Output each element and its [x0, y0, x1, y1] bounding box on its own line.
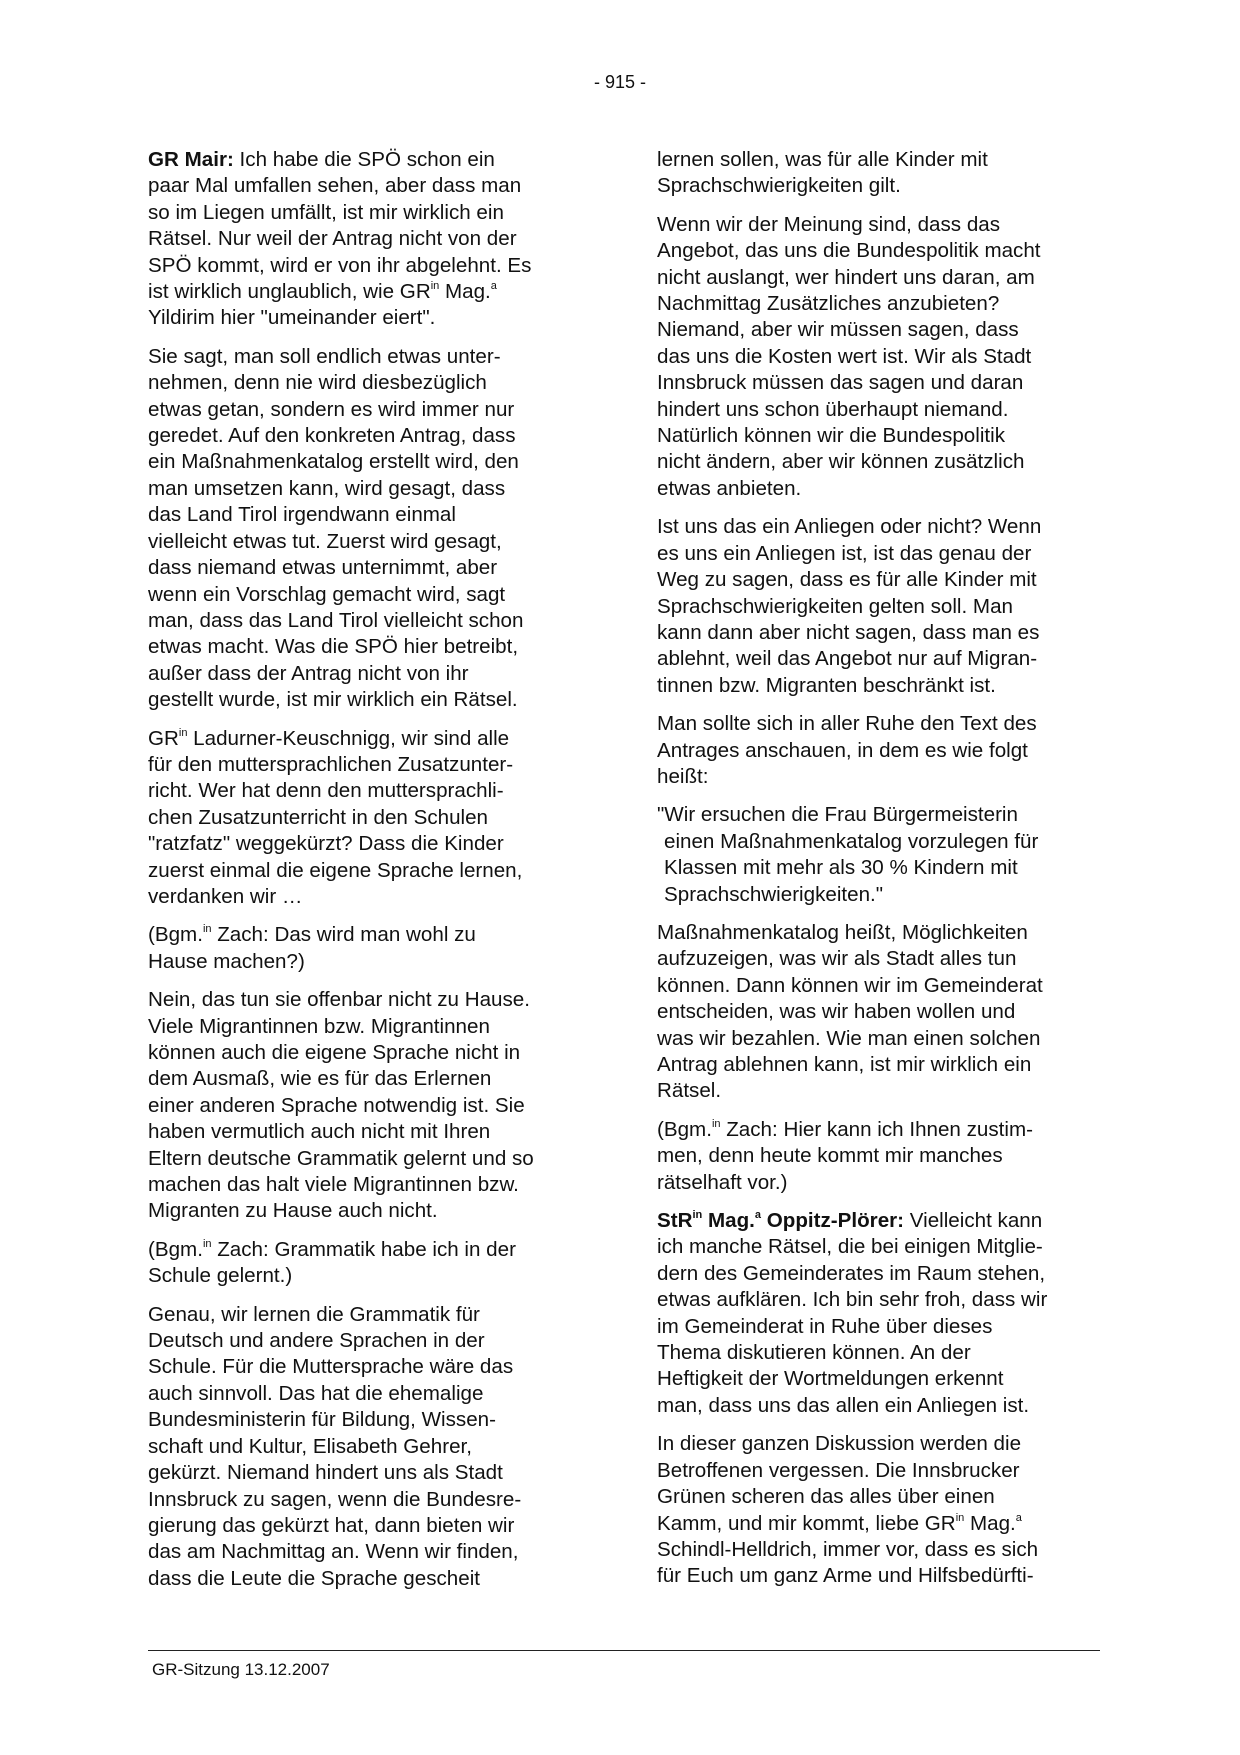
text-line — [657, 147, 1099, 173]
text-line — [657, 673, 1099, 699]
text-line — [148, 858, 578, 884]
text-line — [148, 555, 578, 581]
text-run: paar Mal umfallen sehen, aber dass man — [148, 174, 522, 198]
text-run: entscheiden, was wir haben wollen und — [657, 1000, 1016, 1024]
text-run: machen das halt viele Migrantinnen bzw. — [148, 1173, 519, 1197]
text-line — [148, 476, 578, 502]
text-run: wenn ein Vorschlag gemacht wird, sagt — [148, 582, 506, 606]
text-line — [148, 147, 578, 173]
text-run: was wir bezahlen. Wie man einen solchen — [657, 1026, 1041, 1050]
paragraph — [148, 1302, 578, 1592]
text-run: Man sollte sich in aller Ruhe den Text des — [657, 712, 1037, 736]
text-run: Sprachschwierigkeiten." — [664, 882, 884, 906]
paragraph — [657, 1208, 1099, 1419]
text-line — [657, 1117, 1099, 1143]
text-run: Weg zu sagen, dass es für alle Kinder mit — [657, 568, 1037, 592]
text-line — [657, 802, 1099, 828]
text-line — [657, 620, 1099, 646]
text-run: verdanken wir … — [148, 884, 303, 908]
text-run: einer anderen Sprache notwendig ist. Sie — [148, 1093, 525, 1117]
text-run: etwas getan, sondern es wird immer nur — [148, 397, 515, 421]
text-run: gierung das gekürzt hat, dann bieten wir — [148, 1513, 515, 1537]
superscript: in — [430, 280, 440, 293]
text-line — [148, 687, 578, 713]
text-line — [148, 1302, 578, 1328]
speaker-name: Oppitz-Plörer: — [761, 1209, 905, 1233]
text-run: zuerst einmal die eigene Sprache lernen, — [148, 858, 523, 882]
text-run: Innsbruck müssen das sagen und daran — [657, 371, 1024, 395]
text-line — [148, 726, 578, 752]
paragraph — [657, 1117, 1099, 1196]
text-line — [148, 1263, 578, 1289]
text-run: Hause machen?) — [148, 949, 305, 973]
text-run: haben vermutlich auch nicht mit Ihren — [148, 1120, 491, 1144]
text-run: so im Liegen umfällt, ist mir wirklich ein — [148, 200, 504, 224]
paragraph — [148, 726, 578, 911]
paragraph — [148, 922, 578, 975]
text-run: gekürzt. Niemand hindert uns als Stadt — [148, 1461, 503, 1485]
text-line — [148, 1460, 578, 1486]
text-run: gestellt wurde, ist mir wirklich ein Rätsel. — [148, 688, 518, 712]
text-line — [148, 1513, 578, 1539]
text-run: etwas aufklären. Ich bin sehr froh, dass wir — [657, 1288, 1048, 1312]
paragraph — [657, 514, 1099, 699]
text-run: Innsbruck zu sagen, wenn die Bundesre- — [148, 1487, 522, 1511]
paragraph — [148, 1237, 578, 1290]
text-line — [657, 541, 1099, 567]
text-run: Rätsel. Nur weil der Antrag nicht von der — [148, 227, 517, 251]
text-line — [657, 212, 1099, 238]
text-run: Zach: Das wird man wohl zu — [211, 923, 476, 947]
text-run: für den muttersprachlichen Zusatzunter- — [148, 752, 514, 776]
text-line — [148, 582, 578, 608]
text-run: Maßnahmenkatalog heißt, Möglichkeiten — [657, 920, 1028, 944]
text-run: Antrages anschauen, in dem es wie folgt — [657, 738, 1028, 762]
text-run: men, denn heute kommt mir manches — [657, 1144, 1003, 1168]
text-run: Schindl-Helldrich, immer vor, dass es sich — [657, 1537, 1039, 1561]
text-line — [148, 423, 578, 449]
text-run: Schule gelernt.) — [148, 1264, 293, 1288]
text-line — [657, 370, 1099, 396]
text-line — [657, 1563, 1099, 1589]
text-line — [657, 1366, 1099, 1392]
text-line — [148, 805, 578, 831]
text-run: GR — [148, 726, 179, 750]
text-line — [657, 567, 1099, 593]
text-run: Thema diskutieren können. An der — [657, 1341, 971, 1365]
text-line — [148, 370, 578, 396]
text-line — [657, 238, 1099, 264]
text-line — [657, 594, 1099, 620]
text-line — [148, 305, 578, 331]
text-line — [657, 423, 1099, 449]
text-line — [657, 1393, 1099, 1419]
text-line — [148, 1328, 578, 1354]
paragraph — [657, 920, 1099, 1105]
text-line — [657, 829, 1099, 855]
text-run: (Bgm. — [148, 923, 203, 947]
text-line — [657, 397, 1099, 423]
superscript: a — [490, 280, 497, 293]
text-line — [657, 265, 1099, 291]
text-run: dem Ausmaß, wie es für das Erlernen — [148, 1067, 492, 1091]
text-line — [657, 1078, 1099, 1104]
text-run: Schule. Für die Muttersprache wäre das — [148, 1355, 514, 1379]
text-run: man, dass das Land Tirol vielleicht schon — [148, 608, 524, 632]
text-line — [657, 1511, 1099, 1537]
text-run: ist wirklich unglaublich, wie GR — [148, 280, 431, 304]
text-line — [657, 1170, 1099, 1196]
text-line — [148, 1487, 578, 1513]
text-line — [657, 173, 1099, 199]
text-run: dass die Leute die Sprache gescheit — [148, 1566, 481, 1590]
text-run: das uns die Kosten wert ist. Wir als Stadt — [657, 344, 1032, 368]
text-run: Sprachschwierigkeiten gelten soll. Man — [657, 594, 1013, 618]
text-run: ein Maßnahmenkatalog erstellt wird, den — [148, 450, 519, 474]
paragraph — [657, 212, 1099, 502]
text-line — [148, 831, 578, 857]
text-run: etwas anbieten. — [657, 476, 802, 500]
text-line — [148, 1172, 578, 1198]
text-run: für Euch um ganz Arme und Hilfsbedürfti- — [657, 1564, 1034, 1588]
text-run: dass niemand etwas unternimmt, aber — [148, 556, 498, 580]
text-run: Viele Migrantinnen bzw. Migrantinnen — [148, 1014, 490, 1038]
paragraph — [148, 147, 578, 332]
text-line — [657, 476, 1099, 502]
superscript: in — [692, 1209, 703, 1222]
superscript: a — [754, 1209, 762, 1222]
text-line — [148, 634, 578, 660]
text-line — [148, 752, 578, 778]
text-line — [148, 502, 578, 528]
text-run: im Gemeinderat in Ruhe über dieses — [657, 1314, 993, 1338]
text-run: richt. Wer hat denn den muttersprachli- — [148, 779, 504, 803]
right-column — [657, 147, 1099, 1602]
text-run: vielleicht etwas tut. Zuerst wird gesagt, — [148, 529, 502, 553]
text-line — [657, 1234, 1099, 1260]
text-line — [657, 449, 1099, 475]
text-run: Mag. — [439, 280, 491, 304]
text-line — [148, 922, 578, 948]
text-line — [148, 661, 578, 687]
text-line — [657, 1484, 1099, 1510]
text-run: Vielleicht kann — [904, 1209, 1043, 1233]
text-line — [657, 1208, 1099, 1234]
text-run: "Wir ersuchen die Frau Bürgermeisterin — [657, 803, 1018, 827]
text-run: ablehnt, weil das Angebot nur auf Migran- — [657, 647, 1038, 671]
text-run: Rätsel. — [657, 1079, 722, 1103]
text-run: können auch die eigene Sprache nicht in — [148, 1041, 521, 1064]
text-run: außer dass der Antrag nicht von ihr — [148, 661, 469, 685]
text-line — [148, 344, 578, 370]
text-line — [148, 226, 578, 252]
text-line — [657, 711, 1099, 737]
text-line — [148, 1407, 578, 1433]
text-run: Mag. — [964, 1511, 1016, 1535]
text-run: Ladurner-Keuschnigg, wir sind alle — [187, 726, 510, 750]
text-run: Antrag ablehnen kann, ist mir wirklich ein — [657, 1053, 1032, 1076]
text-line — [148, 778, 578, 804]
text-run: Sprachschwierigkeiten gilt. — [657, 174, 901, 198]
superscript: in — [202, 923, 212, 936]
footer-divider — [148, 1650, 1100, 1651]
text-run: Wenn wir der Meinung sind, dass das — [657, 212, 1001, 236]
text-line — [657, 1314, 1099, 1340]
text-line — [148, 200, 578, 226]
text-run: hindert uns schon überhaupt niemand. — [657, 397, 1009, 421]
text-line — [148, 1119, 578, 1145]
text-run: Yildirim hier "umeinander eiert". — [148, 306, 436, 330]
footer-session-date: GR-Sitzung 13.12.2007 — [152, 1660, 330, 1679]
superscript: in — [711, 1117, 721, 1130]
superscript: in — [955, 1511, 965, 1524]
text-run: es uns ein Anliegen ist, ist das genau der — [657, 541, 1032, 565]
text-line — [657, 1340, 1099, 1366]
superscript: in — [178, 726, 188, 739]
text-line — [148, 1237, 578, 1263]
text-line — [657, 514, 1099, 540]
text-run: Zach: Hier kann ich Ihnen zustim- — [720, 1117, 1033, 1141]
text-run: das Land Tirol irgendwann einmal — [148, 503, 456, 527]
text-line — [148, 1381, 578, 1407]
text-run: Natürlich können wir die Bundespolitik — [657, 424, 1005, 448]
paragraph — [657, 1431, 1099, 1589]
text-line — [657, 291, 1099, 317]
text-run: auch sinnvoll. Das hat die ehemalige — [148, 1381, 484, 1405]
text-run: rätselhaft vor.) — [657, 1170, 788, 1194]
text-run: Deutsch und andere Sprachen in der — [148, 1329, 485, 1353]
text-line — [657, 344, 1099, 370]
text-run: man umsetzen kann, wird gesagt, dass — [148, 476, 506, 500]
text-line — [148, 449, 578, 475]
text-line — [148, 1014, 578, 1040]
text-run: (Bgm. — [148, 1237, 203, 1261]
superscript: a — [1015, 1511, 1022, 1524]
text-line — [148, 987, 578, 1013]
text-run: geredet. Auf den konkreten Antrag, dass — [148, 424, 516, 448]
text-run: heißt: — [657, 764, 709, 788]
text-line — [148, 1066, 578, 1092]
text-run: chen Zusatzunterricht in den Schulen — [148, 805, 488, 829]
text-run: Genau, wir lernen die Grammatik für — [148, 1302, 480, 1326]
text-line — [148, 279, 578, 305]
text-line — [657, 973, 1099, 999]
text-run: einen Maßnahmenkatalog vorzulegen für — [664, 829, 1039, 853]
text-line — [657, 738, 1099, 764]
text-line — [148, 1566, 578, 1592]
text-run: (Bgm. — [657, 1117, 712, 1141]
text-run: können. Dann können wir im Gemeinderat — [657, 973, 1043, 997]
text-line — [657, 1458, 1099, 1484]
text-run: Zach: Grammatik habe ich in der — [211, 1237, 516, 1261]
paragraph — [148, 987, 578, 1225]
text-line — [148, 1434, 578, 1460]
text-line — [148, 1354, 578, 1380]
text-line — [148, 884, 578, 910]
text-line — [657, 1261, 1099, 1287]
text-run: Ich habe die SPÖ schon ein — [233, 148, 495, 171]
text-line — [148, 949, 578, 975]
text-line — [657, 1143, 1099, 1169]
text-run: dern des Gemeinderates im Raum stehen, — [657, 1261, 1046, 1285]
text-line — [657, 1537, 1099, 1563]
quoted-motion — [657, 802, 1099, 908]
text-run: Kamm, und mir kommt, liebe GR — [657, 1511, 956, 1535]
text-line — [657, 946, 1099, 972]
paragraph — [657, 147, 1099, 200]
text-run: nehmen, denn nie wird diesbezüglich — [148, 371, 487, 395]
text-run: Klassen mit mehr als 30 % Kindern mit — [664, 856, 1018, 880]
text-run: Heftigkeit der Wortmeldungen erkennt — [657, 1367, 1004, 1391]
speaker-name: GR Mair: — [148, 148, 234, 171]
text-run: Ist uns das ein Anliegen oder nicht? Wenn — [657, 515, 1042, 539]
text-line — [657, 882, 1099, 908]
page-number: - 915 - — [593, 72, 647, 92]
text-run: lernen sollen, was für alle Kinder mit — [657, 148, 988, 171]
text-line — [657, 920, 1099, 946]
left-column — [148, 147, 578, 1604]
text-run: etwas macht. Was die SPÖ hier betreibt, — [148, 635, 519, 659]
text-line — [657, 317, 1099, 343]
text-line — [657, 646, 1099, 672]
text-line — [148, 1093, 578, 1119]
text-run: Betroffenen vergessen. Die Innsbrucker — [657, 1458, 1020, 1482]
text-run: Nachmittag Zusätzliches anzubieten? — [657, 292, 1000, 316]
text-run: "ratzfatz" weggekürzt? Dass die Kinder — [148, 832, 504, 856]
text-run: In dieser ganzen Diskussion werden die — [657, 1432, 1022, 1456]
text-run: Angebot, das uns die Bundespolitik macht — [657, 239, 1041, 263]
text-run: ich manche Rätsel, die bei einigen Mitglie- — [657, 1235, 1043, 1259]
text-line — [657, 1026, 1099, 1052]
text-line — [148, 253, 578, 279]
speaker-name: StR — [657, 1209, 693, 1233]
paragraph — [657, 711, 1099, 790]
speaker-name: Mag. — [702, 1209, 755, 1233]
text-run: SPÖ kommt, wird er von ihr abgelehnt. Es — [148, 253, 532, 277]
text-line — [657, 1052, 1099, 1078]
text-line — [148, 529, 578, 555]
text-run: Niemand, aber wir müssen sagen, dass — [657, 318, 1019, 342]
text-run: schaft und Kultur, Elisabeth Gehrer, — [148, 1434, 472, 1458]
text-run: nicht auslangt, wer hindert uns daran, am — [657, 265, 1035, 289]
text-run: das am Nachmittag an. Wenn wir finden, — [148, 1540, 519, 1564]
paragraph — [148, 344, 578, 714]
text-line — [148, 1539, 578, 1565]
text-line — [657, 1431, 1099, 1457]
text-line — [148, 173, 578, 199]
superscript: in — [202, 1237, 212, 1250]
text-run: kann dann aber nicht sagen, dass man es — [657, 620, 1040, 644]
text-line — [148, 1146, 578, 1172]
text-line — [148, 397, 578, 423]
text-line — [657, 764, 1099, 790]
text-run: Grünen scheren das alles über einen — [657, 1485, 995, 1509]
text-run: Sie sagt, man soll endlich etwas unter- — [148, 344, 501, 368]
text-run: Migranten zu Hause auch nicht. — [148, 1199, 438, 1223]
text-run: tinnen bzw. Migranten beschränkt ist. — [657, 673, 996, 697]
text-line — [657, 1287, 1099, 1313]
text-line — [657, 999, 1099, 1025]
text-line — [657, 855, 1099, 881]
text-run: man, dass uns das allen ein Anliegen ist. — [657, 1393, 1030, 1417]
text-run: aufzuzeigen, was wir als Stadt alles tun — [657, 947, 1017, 971]
text-line — [148, 1198, 578, 1224]
text-run: nicht ändern, aber wir können zusätzlich — [657, 450, 1025, 474]
text-run: Eltern deutsche Grammatik gelernt und so — [148, 1146, 534, 1170]
text-line — [148, 1040, 578, 1066]
text-run: Bundesministerin für Bildung, Wissen- — [148, 1408, 496, 1432]
text-run: Nein, das tun sie offenbar nicht zu Hause. — [148, 988, 530, 1012]
text-line — [148, 608, 578, 634]
